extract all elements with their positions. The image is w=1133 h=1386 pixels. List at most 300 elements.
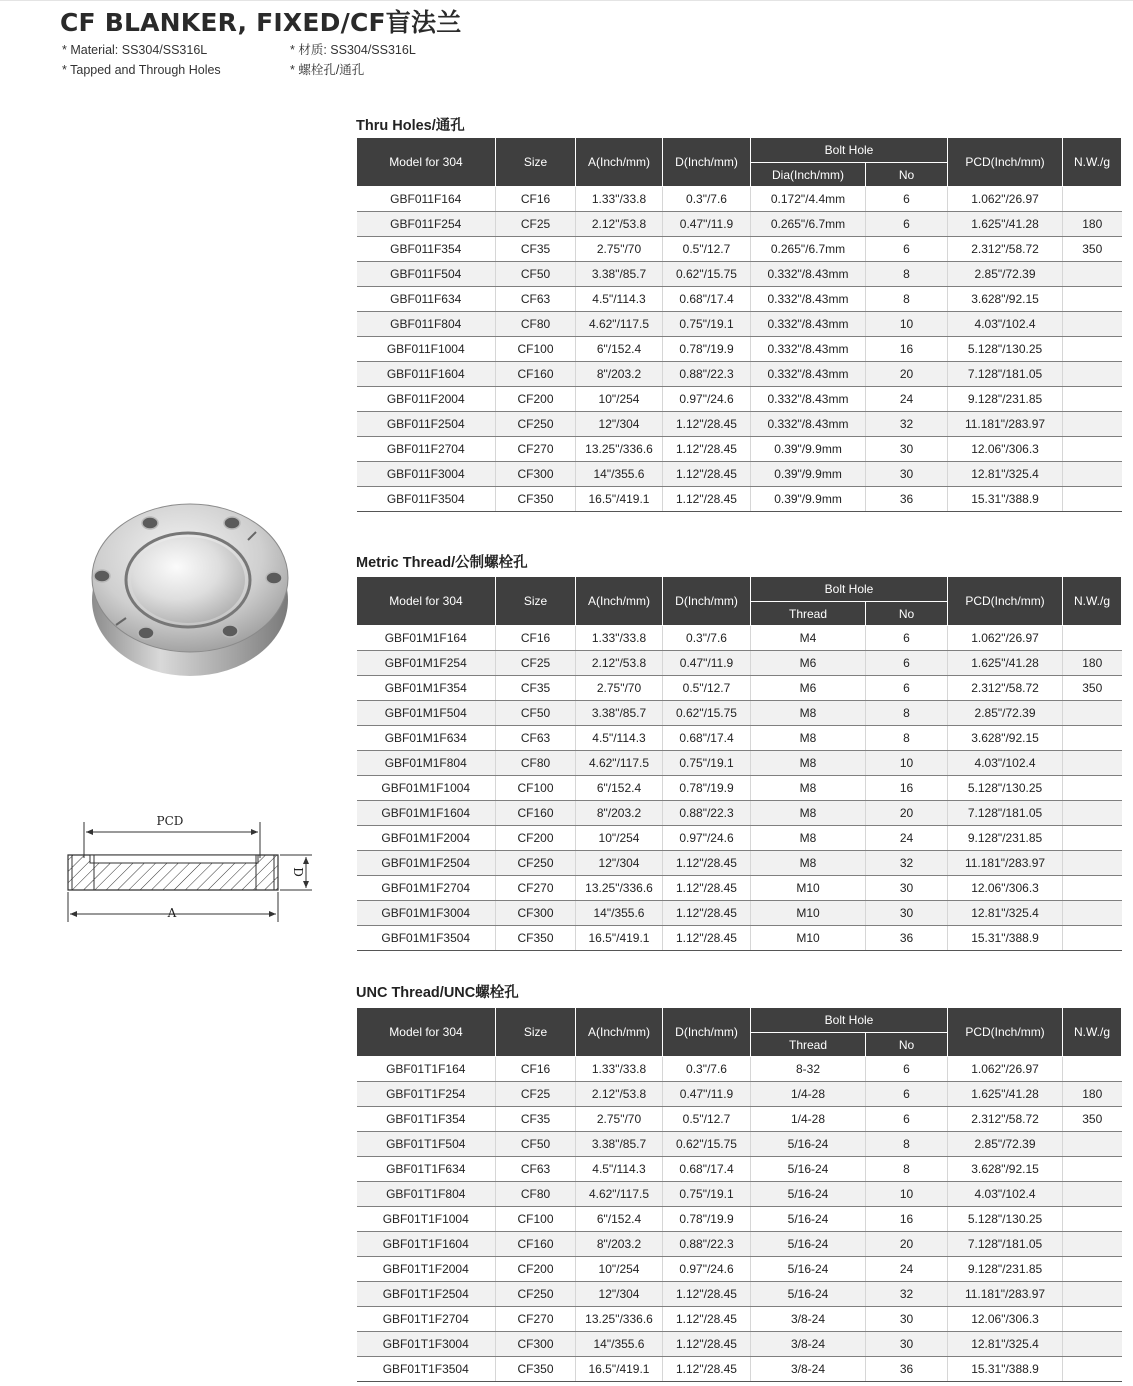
cell-size: CF50 [496,701,576,726]
cell-bolt-no: 8 [866,701,948,726]
cell-a: 14"/355.6 [576,462,663,487]
cell-pcd: 5.128"/130.25 [948,776,1063,801]
table-row [357,1207,1122,1232]
cell-bolt-no: 24 [866,826,948,851]
cell-pcd: 11.181"/283.97 [948,412,1063,437]
cell-bolt-no: 6 [866,651,948,676]
cell-model: GBF01T1F804 [357,1182,496,1207]
cell-bolt: M8 [751,826,866,851]
cell-a: 2.12"/53.8 [576,651,663,676]
cell-a: 16.5"/419.1 [576,487,663,512]
cell-model: GBF01T1F1604 [357,1232,496,1257]
cell-d: 1.12"/28.45 [663,876,751,901]
table-row [357,726,1122,751]
cell-size: CF50 [496,262,576,287]
cell-nw [1063,462,1122,487]
cell-pcd: 3.628"/92.15 [948,287,1063,312]
table-row [357,1232,1122,1257]
cell-nw [1063,487,1122,512]
cell-pcd: 2.312"/58.72 [948,676,1063,701]
cell-nw [1063,1282,1122,1307]
cell-d: 1.12"/28.45 [663,926,751,951]
cell-pcd: 3.628"/92.15 [948,726,1063,751]
cell-model: GBF01T1F254 [357,1082,496,1107]
table-row [357,262,1122,287]
cell-bolt: 0.39"/9.9mm [751,487,866,512]
cell-bolt-no: 6 [866,1107,948,1132]
cell-size: CF350 [496,1357,576,1382]
cell-nw [1063,1157,1122,1182]
blank-face [131,537,245,623]
cell-d: 0.97"/24.6 [663,1257,751,1282]
cell-pcd: 12.06"/306.3 [948,876,1063,901]
col-model: Model for 304 [357,1008,496,1057]
col-a: A(Inch/mm) [576,1008,663,1057]
cell-pcd: 2.85"/72.39 [948,262,1063,287]
cell-nw [1063,876,1122,901]
cell-bolt-no: 6 [866,676,948,701]
table-row [357,1157,1122,1182]
cell-d: 0.68"/17.4 [663,287,751,312]
cell-model: GBF01T1F2704 [357,1307,496,1332]
col-bolt-hole: Bolt Hole [751,577,948,602]
cell-size: CF250 [496,851,576,876]
cell-d: 0.88"/22.3 [663,801,751,826]
cell-bolt-no: 36 [866,1357,948,1382]
cell-nw [1063,1257,1122,1282]
cell-size: CF270 [496,1307,576,1332]
cell-nw: 350 [1063,676,1122,701]
cell-size: CF63 [496,726,576,751]
cell-d: 0.3"/7.6 [663,187,751,212]
cell-d: 0.62"/15.75 [663,1132,751,1157]
cell-pcd: 9.128"/231.85 [948,387,1063,412]
cell-bolt: 0.332"/8.43mm [751,412,866,437]
cell-a: 16.5"/419.1 [576,926,663,951]
cell-a: 8"/203.2 [576,1232,663,1257]
cell-a: 2.12"/53.8 [576,212,663,237]
cell-bolt-no: 32 [866,1282,948,1307]
cell-d: 0.5"/12.7 [663,237,751,262]
cell-d: 0.97"/24.6 [663,826,751,851]
cell-d: 1.12"/28.45 [663,412,751,437]
cell-bolt-no: 30 [866,901,948,926]
cell-nw [1063,826,1122,851]
cell-d: 1.12"/28.45 [663,1357,751,1382]
cell-size: CF200 [496,387,576,412]
cell-pcd: 15.31"/388.9 [948,926,1063,951]
cell-size: CF25 [496,212,576,237]
col-nw: N.W./g [1063,1008,1122,1057]
cell-nw [1063,626,1122,651]
cell-size: CF16 [496,626,576,651]
table-row [357,387,1122,412]
table-body [357,1057,1122,1382]
col-bolt-thread: Thread [751,602,866,626]
cell-model: GBF01M1F3504 [357,926,496,951]
note-material-zh: * 材质: SS304/SS316L [290,43,416,57]
cell-bolt: 3/8-24 [751,1357,866,1382]
cell-d: 1.12"/28.45 [663,462,751,487]
col-pcd: PCD(Inch/mm) [948,1008,1063,1057]
cell-d: 1.12"/28.45 [663,1332,751,1357]
cell-bolt: 5/16-24 [751,1132,866,1157]
cell-bolt: 1/4-28 [751,1082,866,1107]
col-bolt-no: No [866,1033,948,1057]
cell-size: CF160 [496,1232,576,1257]
cell-bolt: 0.265"/6.7mm [751,212,866,237]
notes-chinese [290,40,416,80]
cell-model: GBF011F804 [357,312,496,337]
col-bolt-hole: Bolt Hole [751,138,948,163]
flange-photo [80,500,300,680]
cell-d: 1.12"/28.45 [663,487,751,512]
cell-pcd: 2.85"/72.39 [948,1132,1063,1157]
pcd-label: PCD [156,814,184,828]
col-bolt-dia: Dia(Inch/mm) [751,163,866,187]
cell-a: 3.38"/85.7 [576,1132,663,1157]
unc-thread-table [356,1007,1122,1382]
table-row [357,626,1122,651]
cell-d: 0.78"/19.9 [663,1207,751,1232]
cell-size: CF160 [496,801,576,826]
cell-bolt-no: 16 [866,776,948,801]
cell-bolt-no: 32 [866,412,948,437]
cell-bolt-no: 20 [866,362,948,387]
cell-size: CF160 [496,362,576,387]
cell-nw [1063,412,1122,437]
table-row [357,187,1122,212]
cell-size: CF25 [496,651,576,676]
cell-d: 0.68"/17.4 [663,1157,751,1182]
cell-bolt-no: 36 [866,487,948,512]
cell-bolt-no: 30 [866,1307,948,1332]
cell-pcd: 1.062"/26.97 [948,626,1063,651]
cell-bolt: 0.172"/4.4mm [751,187,866,212]
cell-bolt: 0.265"/6.7mm [751,237,866,262]
table-row [357,437,1122,462]
cell-bolt: 5/16-24 [751,1182,866,1207]
cell-bolt-no: 8 [866,1132,948,1157]
cell-bolt: 0.39"/9.9mm [751,437,866,462]
cell-nw: 350 [1063,237,1122,262]
cell-nw [1063,1132,1122,1157]
cell-pcd: 12.06"/306.3 [948,437,1063,462]
col-bolt-no: No [866,163,948,187]
cell-nw [1063,1307,1122,1332]
cell-bolt: M8 [751,851,866,876]
cell-size: CF100 [496,337,576,362]
cell-bolt: M10 [751,926,866,951]
cell-model: GBF01T1F634 [357,1157,496,1182]
table-body [357,187,1122,512]
cell-nw: 350 [1063,1107,1122,1132]
table-row [357,287,1122,312]
cell-pcd: 7.128"/181.05 [948,1232,1063,1257]
cell-bolt: 3/8-24 [751,1332,866,1357]
table-row [357,901,1122,926]
cell-bolt-no: 30 [866,876,948,901]
cell-bolt: M6 [751,676,866,701]
cell-nw [1063,1057,1122,1082]
col-d: D(Inch/mm) [663,577,751,626]
cell-a: 1.33"/33.8 [576,187,663,212]
col-model: Model for 304 [357,577,496,626]
cell-size: CF16 [496,187,576,212]
table-row [357,1182,1122,1207]
cell-a: 2.75"/70 [576,676,663,701]
table-row [357,1332,1122,1357]
cell-bolt: M8 [751,751,866,776]
cell-pcd: 7.128"/181.05 [948,801,1063,826]
cell-bolt-no: 20 [866,1232,948,1257]
cell-size: CF25 [496,1082,576,1107]
cell-bolt-no: 6 [866,187,948,212]
cell-pcd: 3.628"/92.15 [948,1157,1063,1182]
cell-pcd: 15.31"/388.9 [948,487,1063,512]
cell-bolt: 0.39"/9.9mm [751,462,866,487]
cell-nw [1063,187,1122,212]
table-row [357,312,1122,337]
cell-a: 6"/152.4 [576,337,663,362]
cell-bolt-no: 24 [866,1257,948,1282]
cell-size: CF250 [496,1282,576,1307]
cell-d: 0.47"/11.9 [663,651,751,676]
cell-pcd: 1.625"/41.28 [948,651,1063,676]
cell-d: 0.3"/7.6 [663,1057,751,1082]
cell-size: CF250 [496,412,576,437]
cell-nw [1063,801,1122,826]
cell-nw [1063,1207,1122,1232]
cell-model: GBF01M1F254 [357,651,496,676]
cell-bolt: 0.332"/8.43mm [751,337,866,362]
section-title-unc-thread: UNC Thread/UNC螺栓孔 [356,985,519,1001]
cell-bolt-no: 8 [866,262,948,287]
notes-english [62,40,221,80]
table-row [357,751,1122,776]
cell-a: 13.25"/336.6 [576,437,663,462]
cell-model: GBF01T1F164 [357,1057,496,1082]
cell-d: 0.78"/19.9 [663,337,751,362]
cell-size: CF200 [496,826,576,851]
cell-a: 4.5"/114.3 [576,287,663,312]
cell-model: GBF01M1F3004 [357,901,496,926]
cell-a: 16.5"/419.1 [576,1357,663,1382]
cell-model: GBF01M1F354 [357,676,496,701]
col-bolt-thread: Thread [751,1033,866,1057]
col-size: Size [496,577,576,626]
cell-size: CF35 [496,1107,576,1132]
table-row [357,412,1122,437]
col-nw: N.W./g [1063,138,1122,187]
cell-a: 2.75"/70 [576,237,663,262]
table-body [357,626,1122,951]
cell-bolt-no: 24 [866,387,948,412]
section-title-metric-thread: Metric Thread/公制螺栓孔 [356,555,528,571]
cell-model: GBF01T1F3004 [357,1332,496,1357]
cell-bolt-no: 6 [866,1057,948,1082]
cell-a: 4.5"/114.3 [576,726,663,751]
cell-d: 1.12"/28.45 [663,901,751,926]
col-pcd: PCD(Inch/mm) [948,138,1063,187]
cell-d: 0.97"/24.6 [663,387,751,412]
col-model: Model for 304 [357,138,496,187]
cell-model: GBF011F1004 [357,337,496,362]
cell-size: CF100 [496,776,576,801]
cell-a: 8"/203.2 [576,801,663,826]
cell-pcd: 15.31"/388.9 [948,1357,1063,1382]
cell-bolt: M8 [751,776,866,801]
cell-model: GBF01M1F2504 [357,851,496,876]
cell-pcd: 1.625"/41.28 [948,1082,1063,1107]
cell-d: 1.12"/28.45 [663,437,751,462]
cell-pcd: 4.03"/102.4 [948,1182,1063,1207]
cell-nw: 180 [1063,212,1122,237]
cell-nw [1063,776,1122,801]
cell-nw [1063,701,1122,726]
cell-size: CF100 [496,1207,576,1232]
cell-size: CF63 [496,1157,576,1182]
cell-bolt-no: 8 [866,726,948,751]
col-a: A(Inch/mm) [576,138,663,187]
thru-holes-table [356,137,1122,512]
cell-bolt-no: 6 [866,626,948,651]
cell-a: 4.5"/114.3 [576,1157,663,1182]
page-title: CF BLANKER, FIXED/CF盲法兰 [60,8,462,37]
cell-bolt: 5/16-24 [751,1157,866,1182]
cell-bolt: 8-32 [751,1057,866,1082]
cell-a: 13.25"/336.6 [576,876,663,901]
cell-nw [1063,312,1122,337]
cell-bolt: 5/16-24 [751,1207,866,1232]
cell-a: 4.62"/117.5 [576,1182,663,1207]
cell-bolt-no: 10 [866,751,948,776]
cell-nw [1063,437,1122,462]
table-row [357,1357,1122,1382]
cell-bolt-no: 32 [866,851,948,876]
cell-pcd: 12.81"/325.4 [948,462,1063,487]
cell-size: CF200 [496,1257,576,1282]
cell-a: 10"/254 [576,826,663,851]
cell-a: 14"/355.6 [576,1332,663,1357]
cell-bolt: M8 [751,726,866,751]
cell-bolt-no: 30 [866,437,948,462]
cell-a: 6"/152.4 [576,1207,663,1232]
cell-d: 0.5"/12.7 [663,676,751,701]
cell-a: 1.33"/33.8 [576,626,663,651]
cell-model: GBF011F3504 [357,487,496,512]
cell-model: GBF01M1F504 [357,701,496,726]
cell-size: CF63 [496,287,576,312]
cell-model: GBF01M1F634 [357,726,496,751]
cell-model: GBF011F354 [357,237,496,262]
cell-bolt: 0.332"/8.43mm [751,362,866,387]
cell-bolt-no: 30 [866,1332,948,1357]
cell-size: CF270 [496,876,576,901]
cell-bolt: 5/16-24 [751,1232,866,1257]
cell-pcd: 4.03"/102.4 [948,751,1063,776]
cell-pcd: 1.062"/26.97 [948,1057,1063,1082]
cell-bolt-no: 6 [866,1082,948,1107]
table-row [357,1057,1122,1082]
cell-model: GBF01T1F354 [357,1107,496,1132]
cell-bolt: 0.332"/8.43mm [751,387,866,412]
cell-a: 4.62"/117.5 [576,751,663,776]
table-row [357,237,1122,262]
table-row [357,337,1122,362]
cell-nw [1063,287,1122,312]
col-nw: N.W./g [1063,577,1122,626]
cell-size: CF16 [496,1057,576,1082]
cell-model: GBF011F164 [357,187,496,212]
cell-d: 0.5"/12.7 [663,1107,751,1132]
cell-a: 10"/254 [576,387,663,412]
cell-model: GBF01M1F1604 [357,801,496,826]
cell-size: CF35 [496,676,576,701]
cell-nw [1063,726,1122,751]
table-row [357,1257,1122,1282]
cell-a: 4.62"/117.5 [576,312,663,337]
table-row [357,676,1122,701]
cell-pcd: 1.062"/26.97 [948,187,1063,212]
cell-size: CF350 [496,487,576,512]
cell-nw [1063,1232,1122,1257]
cell-model: GBF01T1F3504 [357,1357,496,1382]
cell-a: 2.75"/70 [576,1107,663,1132]
cell-a: 10"/254 [576,1257,663,1282]
cell-bolt-no: 8 [866,1157,948,1182]
cell-pcd: 12.06"/306.3 [948,1307,1063,1332]
cell-pcd: 11.181"/283.97 [948,851,1063,876]
cell-nw [1063,337,1122,362]
cell-d: 0.75"/19.1 [663,751,751,776]
cell-model: GBF01M1F2004 [357,826,496,851]
cell-nw: 180 [1063,1082,1122,1107]
table-row [357,212,1122,237]
cell-size: CF80 [496,1182,576,1207]
cell-d: 0.47"/11.9 [663,1082,751,1107]
cell-model: GBF011F254 [357,212,496,237]
cell-model: GBF011F504 [357,262,496,287]
section-title-thru-holes: Thru Holes/通孔 [356,118,465,134]
cell-bolt: M10 [751,876,866,901]
cell-size: CF300 [496,901,576,926]
note-material: * Material: SS304/SS316L [62,43,208,57]
col-bolt-hole: Bolt Hole [751,1008,948,1033]
cell-a: 13.25"/336.6 [576,1307,663,1332]
cell-bolt: 5/16-24 [751,1282,866,1307]
cell-model: GBF01T1F2004 [357,1257,496,1282]
cell-pcd: 12.81"/325.4 [948,1332,1063,1357]
cell-bolt: M10 [751,901,866,926]
cell-nw [1063,387,1122,412]
cell-d: 0.88"/22.3 [663,362,751,387]
col-d: D(Inch/mm) [663,1008,751,1057]
cell-model: GBF01T1F1004 [357,1207,496,1232]
cell-a: 12"/304 [576,412,663,437]
cell-bolt: 3/8-24 [751,1307,866,1332]
cell-model: GBF011F2504 [357,412,496,437]
table-row [357,362,1122,387]
cell-pcd: 5.128"/130.25 [948,337,1063,362]
cell-d: 0.78"/19.9 [663,776,751,801]
cell-bolt-no: 30 [866,462,948,487]
metric-thread-table [356,576,1122,951]
cell-model: GBF01M1F804 [357,751,496,776]
table-row [357,1132,1122,1157]
table-row [357,1082,1122,1107]
cell-d: 0.62"/15.75 [663,701,751,726]
